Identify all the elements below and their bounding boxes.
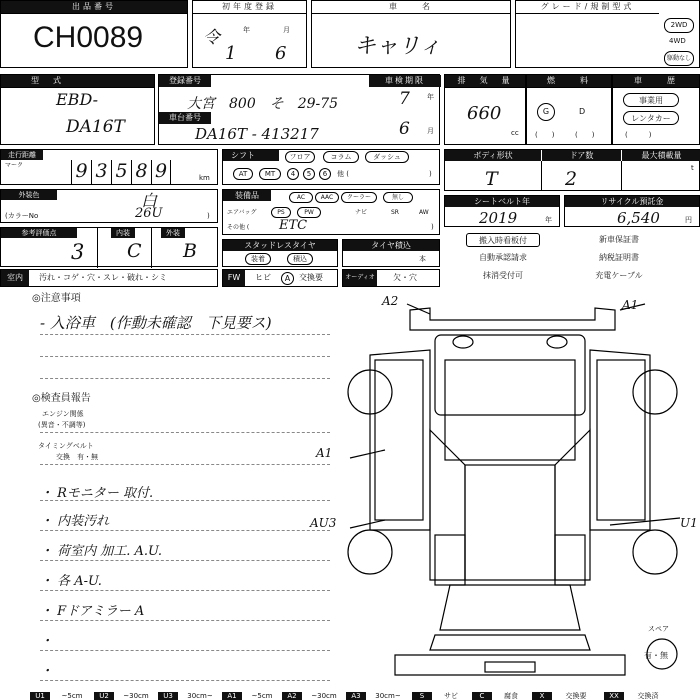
legend-value: サビ	[444, 692, 458, 700]
legend-value: 交換済	[637, 692, 659, 700]
exterior-grade: B	[183, 240, 197, 262]
legend-value: 腐食	[504, 692, 518, 700]
mileage-digit: 8	[131, 160, 151, 184]
legend-key: U3	[158, 692, 178, 700]
equip-airbag: エアバッグ	[227, 209, 257, 216]
left-door	[435, 535, 465, 585]
plate-cell	[158, 74, 440, 145]
tail-light-left	[453, 336, 473, 348]
remark-item: ・	[40, 664, 54, 679]
inspector-rule	[40, 432, 330, 433]
legend-key: A1	[222, 692, 242, 700]
fuel-cell	[526, 74, 612, 145]
legend-value: 交換要	[565, 692, 587, 700]
seatbelt-unit: 年	[545, 216, 552, 224]
shift-label: シフト	[223, 150, 279, 161]
inspector-rule	[40, 620, 330, 621]
notes-title: ◎注意事項	[32, 293, 81, 304]
drive-4wd: 4WD	[669, 37, 686, 45]
inspector-title: ◎検査員報告	[32, 393, 91, 404]
docs-cell	[444, 229, 700, 287]
chassis-label: 車台番号	[159, 112, 211, 124]
marker-line	[350, 450, 385, 458]
legend-key: U1	[30, 692, 50, 700]
doc-signboard: 搬入時看板付	[466, 233, 540, 247]
equip-cooler: クーラー	[341, 192, 377, 203]
history-business: 事業用	[623, 93, 679, 107]
color-label: 外装色	[1, 190, 57, 200]
notes-line-1: - 入浴車 (作動未確認 下見要ス)	[40, 314, 272, 332]
shift-other-close: )	[429, 170, 432, 178]
inspection-year-unit: 年	[427, 93, 434, 101]
seatbelt-cell	[444, 195, 560, 227]
equip-pw: PW	[297, 207, 321, 218]
windshield	[440, 585, 580, 630]
grade-cell	[515, 0, 700, 68]
displacement: 660	[467, 103, 502, 124]
wheel-rear-right	[633, 370, 677, 414]
grade-label: グレード/規制型式	[516, 1, 659, 14]
seatbelt-label: シートベルト年	[445, 196, 559, 207]
car-name: キャリィ	[354, 34, 442, 59]
studless-loaded: 積込	[287, 253, 313, 265]
fuel-gasoline: G	[537, 103, 555, 121]
legend-key: U2	[94, 692, 114, 700]
plate-number: 大宮 800 そ 29-75	[187, 96, 339, 112]
left-side-inner	[375, 360, 423, 520]
remark-item: ・ Fドアミラー A	[40, 604, 145, 619]
car-name-label: 車 名	[312, 1, 510, 14]
audio-items: 欠・穴	[393, 273, 417, 282]
mileage-digit: 3	[91, 160, 111, 184]
body-type: T	[485, 168, 498, 190]
equip-sr: SR	[391, 209, 399, 216]
inspector-rule	[40, 530, 330, 531]
fuel-other-2: ( )	[575, 131, 595, 139]
equip-ac: AC	[289, 192, 313, 203]
timing-sub: 交換 有・無	[56, 453, 98, 461]
damage-mark-au3: AU3	[310, 516, 337, 530]
displacement-label: 排 気 量	[445, 75, 525, 88]
studless-mounted: 装着	[245, 253, 271, 265]
history-rental: レンタカー	[623, 111, 679, 125]
equip-none: 無し	[383, 192, 413, 203]
month-unit: 月	[283, 26, 290, 34]
recycle-label: リサイクル預託金	[565, 196, 699, 207]
divider	[151, 228, 152, 268]
studless-cell	[222, 239, 338, 267]
doc-cancellation: 抹消受付可	[466, 269, 540, 283]
fuel-diesel: D	[579, 107, 586, 116]
legend-key: XX	[604, 692, 624, 700]
model-code-2: DA16T	[66, 117, 125, 137]
year-unit: 年	[243, 26, 250, 34]
remark-item: ・ 荷室内 加工. A.U.	[40, 544, 162, 559]
grades-cell	[0, 227, 218, 267]
divider	[621, 161, 622, 191]
recycle-unit: 円	[685, 216, 692, 224]
capacity-label: 最大積載量	[621, 150, 700, 161]
bed-floor	[445, 360, 575, 460]
lot-number: CH0089	[33, 21, 144, 54]
notes-rule	[40, 334, 330, 335]
equip-other-close: )	[431, 223, 434, 231]
engine-sub: (異音・不調等)	[38, 421, 86, 429]
windshield-grade: A	[281, 272, 294, 285]
legend-bar	[0, 692, 700, 700]
legend-key: C	[472, 692, 492, 700]
lot-number-label: 出品番号	[1, 1, 187, 14]
left-side-panel	[370, 350, 430, 530]
inspection-year: 7	[399, 89, 410, 109]
shift-cell	[222, 149, 440, 185]
history-cell	[612, 74, 700, 145]
interior-grade: C	[127, 240, 142, 262]
doors-label: ドア数	[541, 150, 621, 161]
damage-mark-a2: A2	[382, 294, 399, 308]
right-side-inner	[597, 360, 645, 520]
marker-line	[350, 520, 385, 528]
mileage-digit: 9	[151, 160, 171, 184]
equip-other: ETC	[279, 218, 308, 233]
color-code-label: (カラーNo	[5, 212, 39, 220]
overall-grade-label: 参考評価点	[1, 228, 77, 238]
equip-other-label: その他 (	[227, 224, 250, 231]
drive-other: 駆動なし	[664, 51, 694, 66]
mileage-cell	[0, 149, 218, 185]
body-type-label: ボディ形状	[445, 150, 541, 161]
divider	[97, 228, 98, 268]
doc-auto-approval: 自動承認請求	[466, 251, 540, 265]
doors: 2	[565, 168, 578, 190]
inspection-month: 6	[399, 119, 410, 139]
legend-key: X	[532, 692, 552, 700]
doc-tax-cert: 納税証明書	[582, 251, 656, 265]
legend-value: ~5cm	[61, 692, 83, 700]
mileage-digits	[71, 160, 171, 184]
capacity-unit: t	[691, 164, 694, 172]
tire-unit: 本	[419, 255, 426, 263]
fuel-label: 燃 料	[527, 75, 611, 88]
rear-bumper	[410, 308, 615, 330]
first-reg-year: 1	[225, 43, 237, 64]
tire-label: タイヤ積込	[343, 240, 439, 251]
timing-label: タイミングベルト	[38, 442, 94, 450]
inspector-rule	[40, 500, 330, 501]
tire-cell	[342, 239, 440, 267]
wheel-front-right	[633, 530, 677, 574]
damage-mark-a1-side: A1	[316, 446, 333, 460]
mileage-digit: 5	[111, 160, 131, 184]
seatbelt-year: 2019	[479, 209, 518, 227]
tail-light-right	[547, 336, 567, 348]
color-cell	[0, 189, 218, 223]
grille	[485, 662, 535, 672]
mileage-digit: 9	[71, 160, 91, 184]
studless-label: スタッドレスタイヤ	[223, 240, 337, 251]
damage-mark-a1-rear: A1	[622, 298, 639, 312]
shift-4: 4	[287, 168, 299, 180]
shift-6: 6	[319, 168, 331, 180]
inspector-rule	[40, 680, 330, 681]
right-door	[555, 535, 585, 585]
first-reg-month: 6	[275, 43, 287, 64]
equipment-label: 装備品	[223, 190, 271, 201]
legend-value: ~30cm	[311, 692, 337, 700]
car-name-cell	[311, 0, 511, 68]
recycle-fee: 6,540	[617, 209, 660, 227]
doc-warranty: 新車保証書	[582, 233, 656, 247]
windshield-cell	[222, 269, 338, 287]
engine-label: エンジン関係	[42, 410, 84, 418]
model-cell	[0, 74, 155, 145]
shift-5: 5	[303, 168, 315, 180]
windshield-replace: 交換要	[299, 273, 323, 282]
interior-grade-label: 内装	[111, 228, 135, 238]
equip-ps: PS	[271, 207, 291, 218]
displacement-unit: cc	[511, 129, 519, 137]
color-code: 26U	[135, 206, 163, 221]
body-type-cell	[444, 149, 700, 191]
shift-dash: ダッシュ	[365, 151, 409, 163]
exterior-grade-label: 外装	[161, 228, 185, 238]
windshield-label: FW	[223, 270, 245, 286]
first-registration-cell	[192, 0, 307, 68]
shift-floor: フロア	[285, 151, 315, 163]
model-code-1: EBD-	[56, 90, 98, 109]
lot-number-cell	[0, 0, 188, 68]
legend-key: A2	[282, 692, 302, 700]
legend-value: ~30cm	[123, 692, 149, 700]
equip-aw: AW	[419, 209, 429, 216]
legend-value: 30cm~	[375, 692, 401, 700]
windshield-crack: ヒビ	[255, 273, 271, 282]
inspection-label: 車検期限	[369, 75, 441, 87]
legend-key: S	[412, 692, 432, 700]
equip-aac: AAC	[315, 192, 339, 203]
hood	[430, 635, 590, 650]
shift-at: AT	[233, 168, 253, 180]
drive-2wd: 2WD	[664, 18, 694, 33]
spare-label: スペア	[648, 625, 669, 633]
history-label: 車 歴	[613, 75, 699, 88]
shift-other: 他 (	[337, 170, 349, 178]
remark-item: ・ Rモニター 取付.	[40, 486, 154, 501]
vehicle-diagram	[335, 290, 700, 692]
inspector-rule	[40, 560, 330, 561]
remark-item: ・ 各 A-U.	[40, 574, 102, 589]
interior-condition-cell	[0, 269, 218, 287]
recycle-cell	[564, 195, 700, 227]
chassis-number: DA16T - 413217	[195, 125, 319, 143]
legend-value: ~5cm	[251, 692, 273, 700]
history-other: ( )	[625, 131, 652, 139]
audio-label: オーディオ	[343, 270, 377, 286]
fuel-other-1: ( )	[535, 131, 555, 139]
wheel-front-left	[348, 530, 392, 574]
right-side-panel	[590, 350, 650, 530]
interior-condition-label: 室内	[1, 270, 29, 286]
color-code-close: )	[207, 212, 210, 220]
equipment-cell	[222, 189, 440, 235]
first-registration-label: 初年度登録	[193, 1, 306, 14]
color-value: 白	[141, 191, 158, 210]
overall-grade: 3	[71, 240, 85, 264]
mileage-mark-label: マーク	[5, 162, 24, 169]
doc-charging-cable: 充電ケーブル	[582, 269, 656, 283]
mileage-label: 走行距離	[1, 150, 43, 160]
notes-rule	[40, 356, 330, 357]
displacement-cell	[444, 74, 526, 145]
divider	[541, 161, 542, 191]
audio-cell	[342, 269, 440, 287]
interior-condition-items: 汚れ・コゲ・穴・スレ・破れ・シミ	[39, 273, 167, 282]
inspector-rule	[40, 650, 330, 651]
shift-mt: MT	[259, 168, 281, 180]
mileage-unit: km	[199, 174, 210, 182]
inspection-month-unit: 月	[427, 127, 434, 135]
shift-column: コラム	[323, 151, 359, 163]
inspector-rule	[40, 590, 330, 591]
model-label: 型 式	[1, 75, 154, 88]
notes-rule	[40, 378, 330, 379]
remark-item: ・ 内装汚れ	[40, 514, 110, 529]
cab-roof	[465, 465, 555, 580]
legend-value: 30cm~	[187, 692, 213, 700]
spare-value: 有・無	[644, 651, 668, 660]
inspector-rule	[40, 464, 330, 465]
era: 令	[203, 28, 220, 48]
remark-item: ・	[40, 634, 54, 649]
damage-mark-u1: U1	[680, 516, 698, 530]
equip-navi: ナビ	[355, 209, 368, 216]
legend-key: A3	[346, 692, 366, 700]
plate-label: 登録番号	[159, 75, 211, 87]
